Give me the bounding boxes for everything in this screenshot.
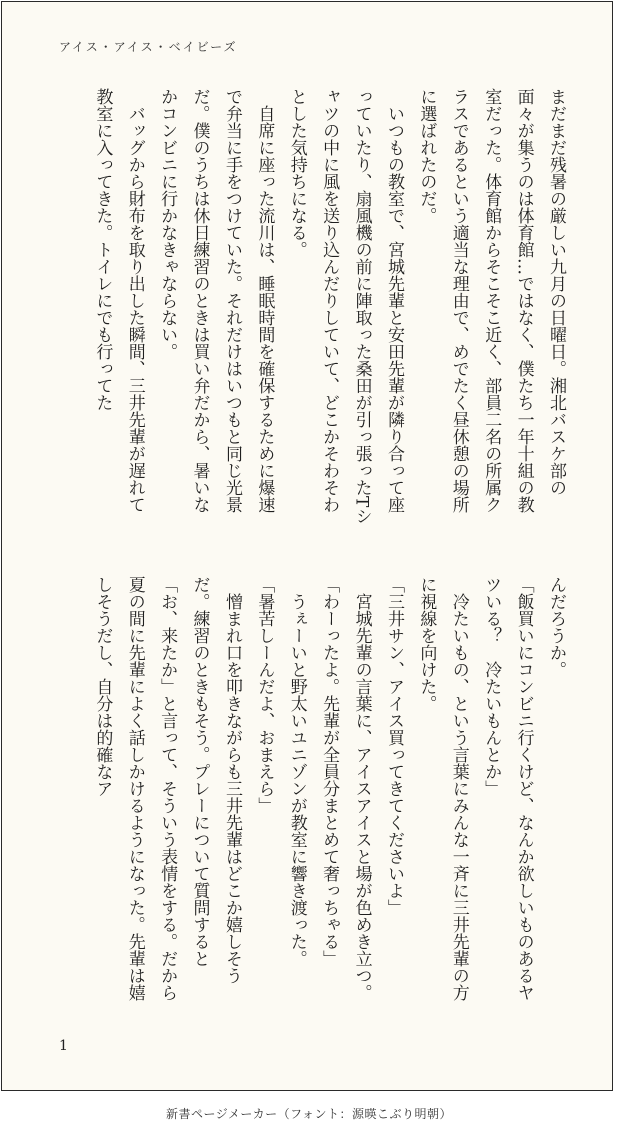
book-page xyxy=(1,1,613,1091)
running-header: アイス・アイス・ベイビーズ xyxy=(59,40,238,54)
text-band-bottom xyxy=(56,576,572,1016)
footer-credit: 新書ページメーカー（フォント：源暎こぶり明朝） xyxy=(165,1107,453,1121)
dialogue-line: 「わーったよ。先輩が全員分まとめて奢っちゃる」 xyxy=(319,576,340,967)
paragraph: うぇーいと野太いユニゾンが教室に響き渡った。 xyxy=(286,593,307,967)
paragraph: 冷たいもの、という言葉にみんな一斉に三井先輩の方に視線を向けた。 xyxy=(416,576,469,1001)
paragraph: 自席に座った流川は、睡眠時間を確保するために爆速で弁当に手をつけていた。それだけはいつもと同じ光景だ。僕のうちは休日練習のときは買い弁だから、暑いなかコンビニに行かなきゃならない。 xyxy=(157,88,275,513)
paragraph: いつもの教室で、宮城先輩と安田先輩が隣り合って座っていたり、扇風機の前に陣取った桑田が引っ張ったTシャツの中に風を送り込んだりしていて、どこかそわそわとした気持ちになる。 xyxy=(286,88,404,525)
paragraph: バッグから財布を取り出した瞬間、三井先輩が遅れて教室に入ってきた。トイレにでも行ってた xyxy=(92,88,145,513)
paragraph: んだろうか。 xyxy=(546,576,566,678)
dialogue-line: 「飯買いにコンビニ行くけど、なんか欲しいものあるヤツいる？ 冷たいもんとか」 xyxy=(481,576,534,1001)
paragraph: 宮城先輩の言葉に、アイスアイスと場が色めき立つ。 xyxy=(351,593,372,1001)
paragraph: 憎まれ口を叩きながらも三井先輩はどこか嬉しそうだ。練習のときもそう。プレーについて質問すると「お、来たか」と言って、そういう表情をする。だから夏の間に先輩によく話しかけるようになった。先輩は嬉しそうだし、自分は的確なア xyxy=(92,576,242,1001)
page-number: 1 xyxy=(59,1038,68,1054)
dialogue-line: 「三井サン、アイス買ってきてくださいよ」 xyxy=(383,576,404,916)
paragraph: まだまだ残暑の厳しい九月の日曜日。湘北バスケ部の面々が集うのは体育館…ではなく、僕たち一年十組の教室だった。体育館からそこそこ近く、部員二名の所属クラスであるという適当な理由で、めでたく昼休憩の場所に選ばれたのだ。 xyxy=(416,88,566,513)
dialogue-line: 「暑苦しーんだよ、おまえら」 xyxy=(254,576,275,814)
text-band-top xyxy=(56,88,572,528)
